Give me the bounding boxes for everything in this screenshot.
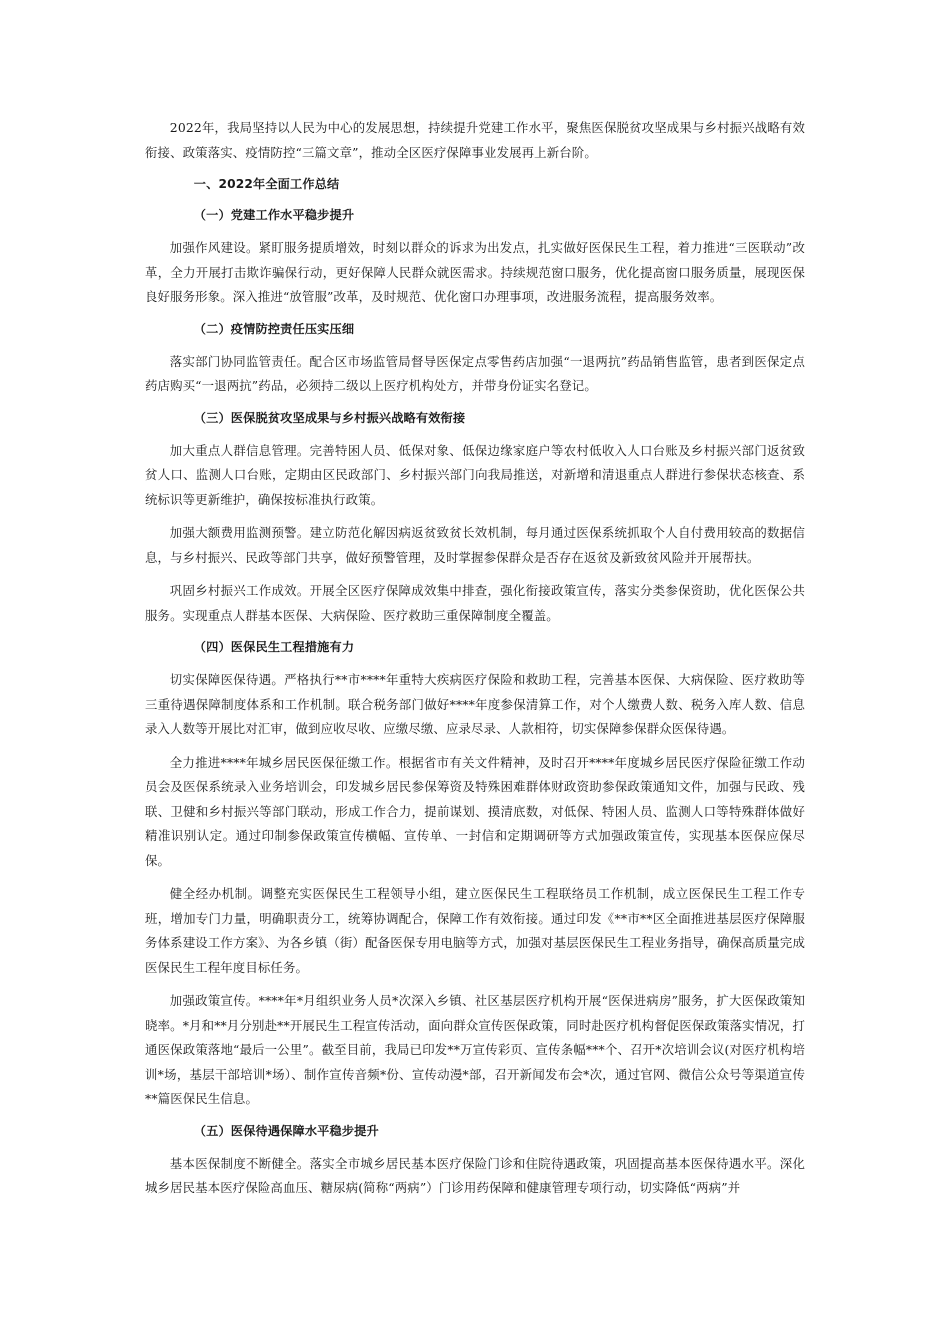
subsection-heading-3: （三）医保脱贫攻坚成果与乡村振兴战略有效衔接 [193,410,466,425]
subsection-heading-1: （一）党建工作水平稳步提升 [193,208,355,222]
paragraph: 落实部门协同监管责任。配合区市场监管局督导医保定点零售药店加强“一退两抗”药品销售监管，患者到医保定点药店购买“一退两抗”药品，必须持二级以上医疗机构处方，并带身份证实名登记。 [145,353,805,393]
paragraph: 切实保障医保待遇。严格执行**市****年重特大疾病医疗保险和救助工程，完善基本医保、大病保险、医疗救助等三重待遇保障制度体系和工作机制。联合税务部门做好****年度参保清算工作，对个人缴费人数、税务入库人数、信息录入人数等开展比对汇审，做到应收尽收、应缴尽缴、应录尽录、人款相符，切实保障参保群众医保待遇。 [145,672,805,736]
subsection-heading-2: （二）疫情防控责任压实压细 [193,321,355,336]
subsection-heading-4: （四）医保民生工程措施有力 [193,640,355,654]
paragraph: 全力推进****年城乡居民医保征缴工作。根据省市有关文件精神，及时召开****年度城乡居民医疗保险征缴工作动员会及医保系统录入业务培训会，印发城乡居民参保筹资及特殊困难群体财政资助参保政策通知文件，加强与民政、残联、卫健和乡村振兴等部门联动，形成工作合力，提前谋划、摸清底数，对低保、特困人员、监测人口等特殊群体做好精准识别认定。通过印制参保政策宣传横幅、宣传单、一封信和定期调研等方式加强政策宣传，实现基本医保应保尽保。 [145,754,805,868]
section-heading-1: 一、2022年全面工作总结 [193,177,340,191]
paragraph: 加强政策宣传。****年*月组织业务人员*次深入乡镇、社区基层医疗机构开展“医保进病房”服务，扩大医保政策知晓率。*月和**月分别赴**开展民生工程宣传活动，面向群众宣传医保政策，同时赴医疗机构督促医保政策落实情况，打通医保政策落地“最后一公里”。截至目前，我局已印发**万宣传彩页、宣传条幅***个、召开*次培训会议(对医疗机构培训*场，基层干部培训*场）、制作宣传音频*份、宣传动漫*部，召开新闻发布会*次，通过官网、微信公众号等渠道宣传**篇医保民生信息。 [145,993,805,1106]
paragraph: 巩固乡村振兴工作成效。开展全区医疗保障成效集中排查，强化衔接政策宣传，落实分类参保资助，优化医保公共服务。实现重点人群基本医保、大病保险、医疗救助三重保障制度全覆盖。 [145,583,805,623]
paragraph: 加强大额费用监测预警。建立防范化解因病返贫致贫长效机制，每月通过医保系统抓取个人自付费用较高的数据信息，与乡村振兴、民政等部门共享，做好预警管理，及时掌握参保群众是否存在返贫及新致贫风险并开展帮扶。 [145,525,805,565]
paragraph: 加大重点人群信息管理。完善特困人员、低保对象、低保边缘家庭户等农村低收入人口台账及乡村振兴部门返贫致贫人口、监测人口台账，定期由区民政部门、乡村振兴部门向我局推送，对新增和清退重点人群进行参保状态核查、系统标识等更新维护，确保按标准执行政策。 [145,442,805,507]
paragraph: 健全经办机制。调整充实医保民生工程领导小组，建立医保民生工程联络员工作机制，成立医保民生工程工作专班，增加专门力量，明确职责分工，统筹协调配合，保障工作有效衔接。通过印发《**市**区全面推进基层医疗保障服务体系建设工作方案》、为各乡镇（街）配备医保专用电脑等方式，加强对基层医保民生工程业务指导，确保高质量完成医保民生工程年度目标任务。 [145,886,805,975]
paragraph: 加强作风建设。紧盯服务提质增效，时刻以群众的诉求为出发点，扎实做好医保民生工程，着力推进“三医联动”改革，全力开展打击欺诈骗保行动，更好保障人民群众就医需求。持续规范窗口服务，优化提高窗口服务质量，展现医保良好服务形象。深入推进“放管服”改革，及时规范、优化窗口办理事项，改进服务流程，提高服务效率。 [145,240,805,304]
paragraph: 基本医保制度不断健全。落实全市城乡居民基本医疗保险门诊和住院待遇政策，巩固提高基本医保待遇水平。深化城乡居民基本医疗保险高血压、糖尿病(简称“两病”）门诊用药保障和健康管理专项行动，切实降低“两病”并 [145,1155,805,1195]
intro-paragraph: 2022年，我局坚持以人民为中心的发展思想，持续提升党建工作水平，聚焦医保脱贫攻坚成果与乡村振兴战略有效衔接、政策落实、疫情防控“三篇文章”，推动全区医疗保障事业发展再上新台阶。 [145,120,805,160]
subsection-heading-5: （五）医保待遇保障水平稳步提升 [193,1123,379,1138]
document-page [145,116,805,1210]
